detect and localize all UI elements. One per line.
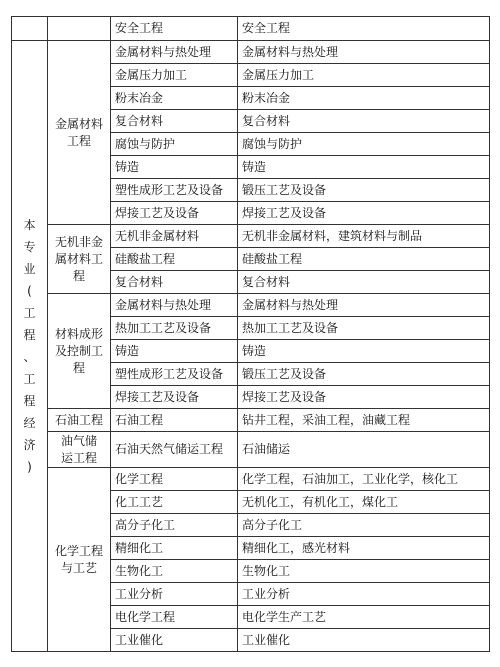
major-cell: 化工工艺: [111, 491, 238, 514]
related-major-cell: 无机非金属材料，建筑材料与制品: [238, 225, 490, 248]
major-cell: 高分子化工: [111, 514, 238, 537]
header-row: [12, 17, 490, 41]
related-major-cell: 热加工工艺及设备: [238, 317, 490, 340]
related-major-cell: 工业分析: [238, 583, 490, 606]
major-cell: 焊接工艺及设备: [111, 386, 238, 409]
related-major-cell: 化学工程，石油加工，工业化学，核化工: [238, 468, 490, 491]
major-cell: 生物化工: [111, 560, 238, 583]
major-cell: 腐蚀与防护: [111, 133, 238, 156]
level-char: 专: [23, 240, 36, 254]
group-name-cell: 石油工程: [48, 409, 111, 432]
related-major-cell: 生物化工: [238, 560, 490, 583]
major-table-body: [12, 17, 490, 652]
major-cell: 石油天然气储运工程: [111, 432, 238, 468]
related-major-cell: 石油储运: [238, 432, 490, 468]
major-cell: 电化学工程: [111, 606, 238, 629]
level-char: (: [27, 284, 32, 298]
table-row: [12, 468, 490, 491]
level-char: 工: [23, 306, 36, 320]
related-major-cell: 工业催化: [238, 629, 490, 652]
related-major-cell: 复合材料: [238, 271, 490, 294]
major-cell: 金属压力加工: [111, 64, 238, 87]
major-cell: 粉末冶金: [111, 87, 238, 110]
major-cell: 无机非金属材料: [111, 225, 238, 248]
major-cell: 铸造: [111, 340, 238, 363]
table-row: [12, 432, 490, 468]
related-major-cell: 锻压工艺及设备: [238, 179, 490, 202]
major-cell: 铸造: [111, 156, 238, 179]
table-row: [12, 41, 490, 64]
header-col4: 安全工程: [238, 17, 490, 41]
related-major-cell: 硅酸盐工程: [238, 248, 490, 271]
related-major-cell: 焊接工艺及设备: [238, 386, 490, 409]
level-char: ): [27, 460, 32, 474]
major-cell: 塑性成形工艺及设备: [111, 363, 238, 386]
major-cell: 金属材料与热处理: [111, 41, 238, 64]
group-name-cell: 无机非金 属材料工 程: [48, 225, 111, 294]
major-cell: 热加工工艺及设备: [111, 317, 238, 340]
related-major-cell: 焊接工艺及设备: [238, 202, 490, 225]
related-major-cell: 腐蚀与防护: [238, 133, 490, 156]
level-char: 、: [23, 350, 36, 364]
related-major-cell: 粉末冶金: [238, 87, 490, 110]
level-char: 业: [23, 262, 36, 276]
major-table: [11, 16, 490, 652]
level-char: 程: [23, 328, 36, 342]
related-major-cell: 电化学生产工艺: [238, 606, 490, 629]
major-cell: 硅酸盐工程: [111, 248, 238, 271]
major-cell: 石油工程: [111, 409, 238, 432]
related-major-cell: 金属材料与热处理: [238, 294, 490, 317]
related-major-cell: 无机化工，有机化工，煤化工: [238, 491, 490, 514]
level-char: 工: [23, 372, 36, 386]
related-major-cell: 复合材料: [238, 110, 490, 133]
level-char: 经: [23, 416, 36, 430]
major-cell: 焊接工艺及设备: [111, 202, 238, 225]
major-cell: 工业催化: [111, 629, 238, 652]
major-cell: 复合材料: [111, 110, 238, 133]
level-cell: [12, 41, 48, 652]
level-char: 本: [23, 218, 36, 232]
major-cell: 金属材料与热处理: [111, 294, 238, 317]
related-major-cell: 铸造: [238, 156, 490, 179]
group-name-cell: 油气储 运工程: [48, 432, 111, 468]
header-blank-1: [12, 17, 48, 41]
group-name-cell: 材料成形 及控制工 程: [48, 294, 111, 409]
level-char: 济: [23, 438, 36, 452]
related-major-cell: 锻压工艺及设备: [238, 363, 490, 386]
group-name-cell: 化学工程 与工艺: [48, 468, 111, 652]
major-cell: 工业分析: [111, 583, 238, 606]
level-char: 程: [23, 394, 36, 408]
table-row: [12, 409, 490, 432]
table-row: [12, 225, 490, 248]
group-name-cell: 金属材料 工程: [48, 41, 111, 225]
major-cell: 化学工程: [111, 468, 238, 491]
major-cell: 复合材料: [111, 271, 238, 294]
related-major-cell: 金属压力加工: [238, 64, 490, 87]
related-major-cell: 高分子化工: [238, 514, 490, 537]
header-blank-2: [48, 17, 111, 41]
major-cell: 精细化工: [111, 537, 238, 560]
header-col3: 安全工程: [111, 17, 238, 41]
related-major-cell: 金属材料与热处理: [238, 41, 490, 64]
related-major-cell: 铸造: [238, 340, 490, 363]
related-major-cell: 精细化工，感光材料: [238, 537, 490, 560]
table-row: [12, 294, 490, 317]
major-cell: 塑性成形工艺及设备: [111, 179, 238, 202]
related-major-cell: 钻井工程，采油工程，油藏工程: [238, 409, 490, 432]
